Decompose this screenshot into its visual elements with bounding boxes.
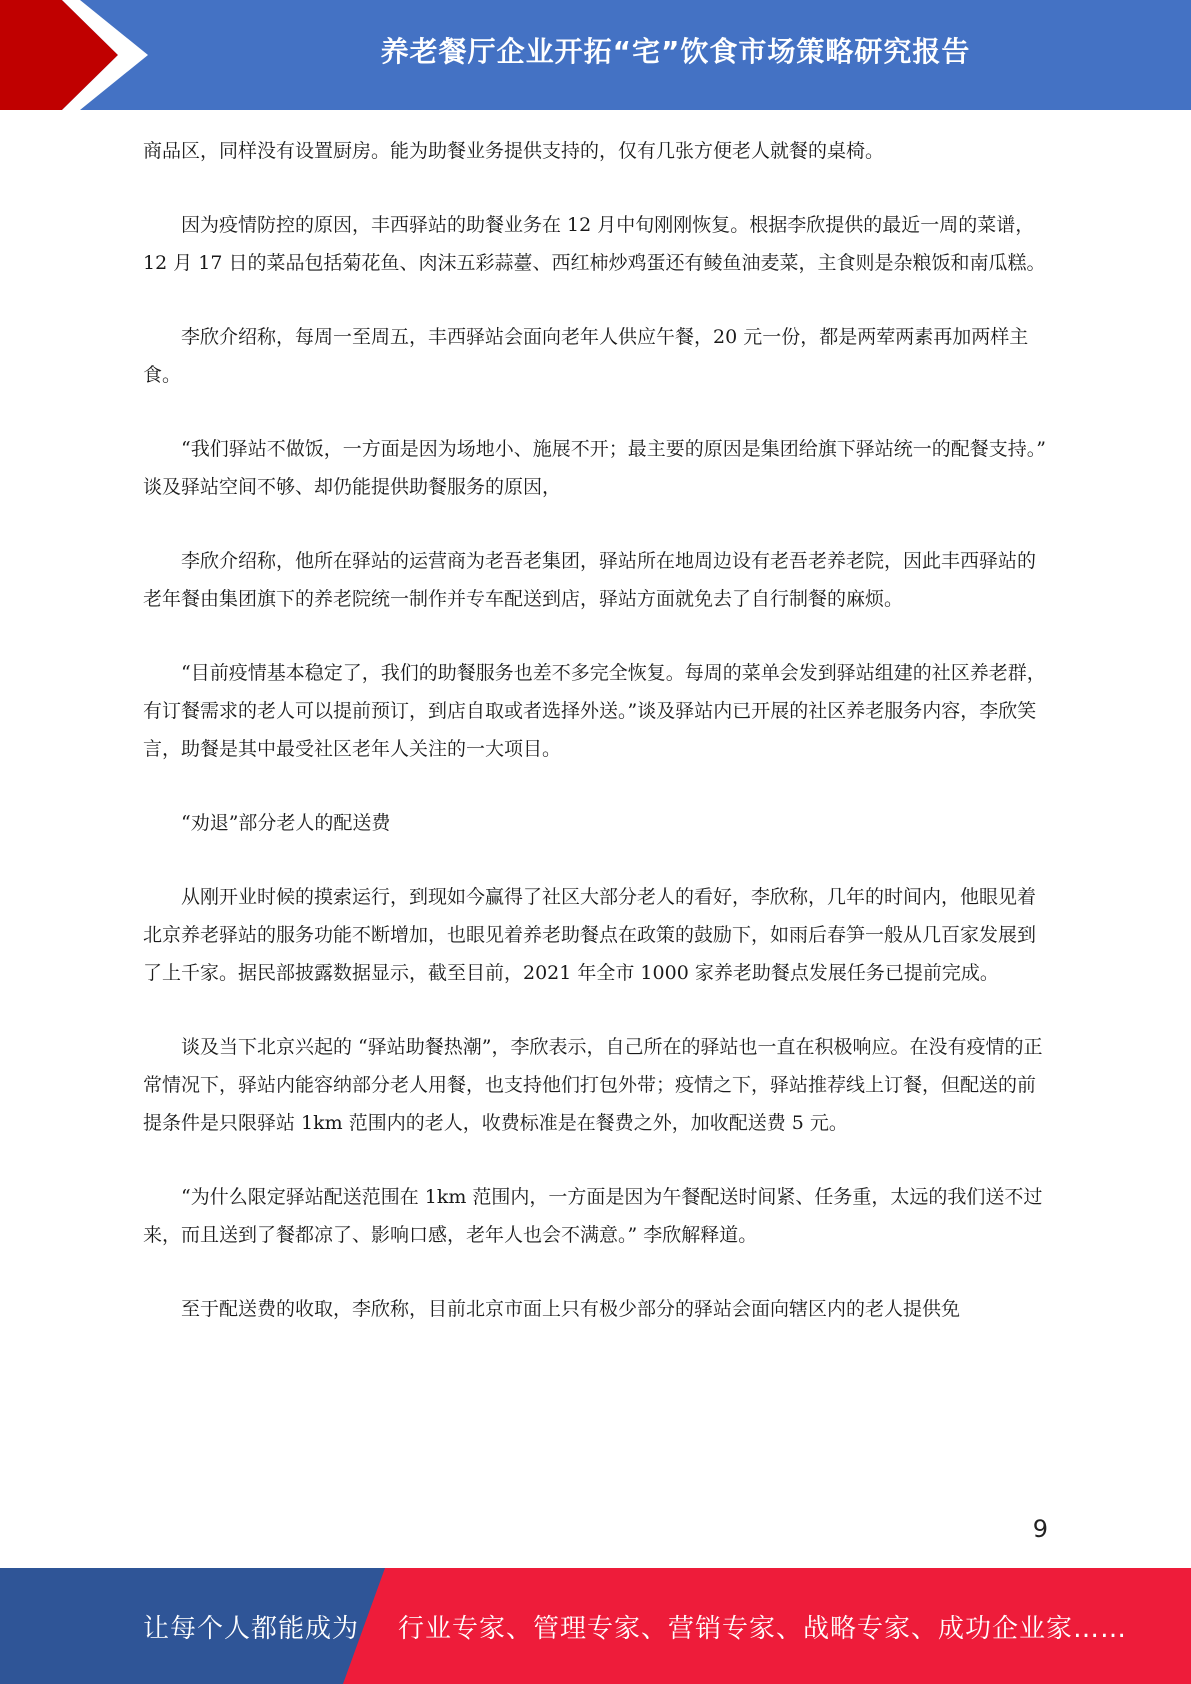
footer-slogan: 让每个人都能成为 [143, 1613, 360, 1644]
header-arrow-icon [0, 0, 160, 110]
paragraph: 李欣介绍称，他所在驿站的运营商为老吾老集团，驿站所在地周边设有老吾老养老院，因此丰西驿站的老年餐由集团旗下的养老院统一制作并专车配送到店，驿站方面就免去了自行制餐的麻烦。 [143, 550, 1037, 610]
paragraph: 谈及当下北京兴起的 “驿站助餐热潮”，李欣表示，自己所在的驿站也一直在积极响应。在没有疫情的正常情况下，驿站内能容纳部分老人用餐，也支持他们打包外带；疫情之下，驿站推荐线上订餐，但配送的前提条件是只限驿站 1km 范围内的老人，收费标准是在餐费之外，加收配送费 5 元。 [143, 1036, 1043, 1134]
footer-roles: 行业专家、管理专家、营销专家、战略专家、成功企业家…… [398, 1613, 1128, 1644]
paragraph: “目前疫情基本稳定了，我们的助餐服务也差不多完全恢复。每周的菜单会发到驿站组建的社区养老群，有订餐需求的老人可以提前预订，到店自取或者选择外送。”谈及驿站内已开展的社区养老服务内容，李欣笑言，助餐是其中最受社区老年人关注的一大项目。 [143, 662, 1046, 760]
page-header [0, 0, 1191, 110]
paragraph: 从刚开业时候的摸索运行，到现如今赢得了社区大部分老人的看好，李欣称，几年的时间内，他眼见着北京养老驿站的服务功能不断增加，也眼见着养老助餐点在政策的鼓励下，如雨后春笋一般从几百家发展到了上千家。据民部披露数据显示，截至目前，2021 年全市 1000 家养老助餐点发展任务已提前完成。 [143, 886, 1037, 984]
paragraph: 商品区，同样没有设置厨房。能为助餐业务提供支持的，仅有几张方便老人就餐的桌椅。 [143, 140, 885, 162]
paragraph: “我们驿站不做饭，一方面是因为场地小、施展不开；最主要的原因是集团给旗下驿站统一的配餐支持。” 谈及驿站空间不够、却仍能提供助餐服务的原因， [143, 438, 1046, 498]
paragraph: “为什么限定驿站配送范围在 1km 范围内，一方面是因为午餐配送时间紧、任务重，太远的我们送不过来，而且送到了餐都凉了、影响口感，老年人也会不满意。” 李欣解释道。 [143, 1186, 1043, 1246]
page-number: 9 [1032, 1515, 1048, 1543]
paragraph: 李欣介绍称，每周一至周五，丰西驿站会面向老年人供应午餐，20 元一份，都是两荤两素再加两样主食。 [143, 326, 1029, 386]
paragraph: 因为疫情防控的原因，丰西驿站的助餐业务在 12 月中旬刚刚恢复。根据李欣提供的最近一周的菜谱，12 月 17 日的菜品包括菊花鱼、肉沫五彩蒜薹、西红柿炒鸡蛋还有鲮鱼油麦菜，主食则是杂粮饭和南瓜糕。 [143, 214, 1046, 274]
section-heading: “劝退”部分老人的配送费 [181, 812, 391, 834]
report-title: 养老餐厅企业开拓“宅”饮食市场策略研究报告 [380, 35, 971, 68]
document-body [143, 132, 1048, 1364]
page-footer [0, 1568, 1191, 1684]
paragraph: 至于配送费的收取，李欣称，目前北京市面上只有极少部分的驿站会面向辖区内的老人提供免 [181, 1298, 961, 1320]
